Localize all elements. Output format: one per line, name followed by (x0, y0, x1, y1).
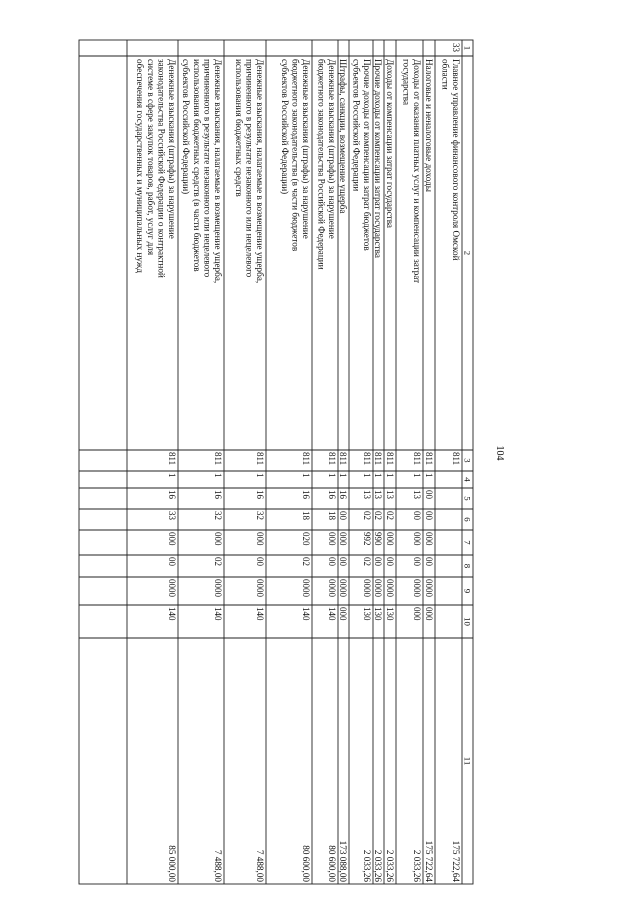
row-amount: 2 033,26 (362, 849, 372, 882)
code-c7: 000 (213, 532, 223, 546)
code-c7: 000 (167, 532, 177, 546)
code-c7: 992 (362, 532, 372, 546)
column-number-7: 7 (462, 540, 473, 545)
code-c5: 13 (412, 490, 422, 499)
code-c4: 1 (167, 473, 177, 478)
column-number-2: 2 (462, 250, 473, 256)
code-c3: 811 (385, 452, 395, 466)
row-name-line: Денежные взыскания (штрафы) за нарушение (327, 59, 337, 239)
code-c8: 00 (424, 557, 434, 566)
row-amount: 2 033,26 (373, 849, 383, 882)
code-c3: 811 (301, 452, 311, 466)
code-c6: 00 (412, 511, 422, 520)
code-c7: 990 (373, 532, 383, 546)
row-amount: 80 600,00 (301, 845, 311, 882)
row-amount: 2 033,26 (385, 849, 395, 882)
code-c5: 16 (213, 490, 223, 499)
row-amount: 175 722,64 (451, 840, 461, 882)
code-c3: 811 (451, 452, 461, 466)
code-c9: 0000 (301, 579, 311, 597)
row-name-line: Штрафы, санкции, возмещение ущерба (338, 59, 348, 214)
code-c3: 811 (412, 452, 422, 466)
code-c7: 000 (424, 532, 434, 546)
code-c10: 000 (338, 607, 348, 621)
revenue-table (79, 40, 473, 884)
code-c8: 00 (412, 557, 422, 566)
code-c8: 02 (213, 557, 223, 566)
code-c10: 130 (385, 607, 395, 621)
code-c9: 0000 (424, 579, 434, 597)
row-name-line: Денежные взыскания (штрафы) за нарушение (301, 59, 311, 239)
row-amount: 7 488,00 (255, 849, 265, 882)
code-c10: 130 (373, 607, 383, 621)
code-c3: 811 (424, 452, 434, 466)
code-c5: 13 (362, 490, 372, 499)
row-name-line: Прочие доходы от компенсации затрат государства (373, 59, 383, 258)
code-c8: 00 (167, 557, 177, 566)
code-c10: 130 (362, 607, 372, 621)
column-number-5: 5 (462, 496, 473, 501)
row-name-line: Денежные взыскания (штрафы) за нарушение (167, 59, 177, 239)
code-c6: 02 (362, 511, 372, 520)
column-number-9: 9 (462, 588, 473, 594)
code-c9: 0000 (385, 579, 395, 597)
code-c5: 16 (255, 490, 265, 499)
code-c3: 811 (373, 452, 383, 466)
code-c6: 18 (327, 511, 337, 520)
code-c7: 020 (301, 532, 311, 546)
code-c6: 00 (338, 511, 348, 520)
row-name-line: Доходы от оказания платных услуг и компенсации затрат (412, 59, 422, 284)
code-c6: 02 (373, 511, 383, 520)
row-amount: 175 722,64 (424, 840, 434, 882)
row-name-line: причиненного в результате незаконного или нецелевого (244, 59, 255, 278)
row-name-line: субъектов Российской Федерации) (279, 59, 290, 195)
row-name-line: Прочие доходы от компенсации затрат бюджетов (362, 59, 372, 251)
row-name-line: Главное управление финансового контроля Омской (451, 59, 461, 261)
row-amount: 80 600,00 (327, 845, 337, 882)
code-c9: 0000 (373, 579, 383, 597)
code-c9: 0000 (338, 579, 348, 597)
row-name-line: Налоговые и неналоговые доходы (424, 59, 434, 192)
row-name-line: субъектов Российской Федерации (351, 59, 362, 192)
page-number: 104 (494, 445, 505, 461)
code-c9: 0000 (255, 579, 265, 597)
code-c9: 0000 (362, 579, 372, 597)
row-name-line: причиненного в результате незаконного или нецелевого (202, 59, 213, 278)
column-number-10: 10 (462, 617, 473, 626)
code-c3: 811 (213, 452, 223, 466)
code-c4: 1 (327, 473, 337, 478)
code-c10: 000 (424, 607, 434, 621)
code-c4: 1 (373, 473, 383, 478)
code-c10: 000 (412, 607, 422, 621)
code-c6: 32 (255, 511, 265, 520)
row-name-line: обеспечения государственных и муниципальных нужд (135, 59, 146, 273)
row-name-line: области (440, 59, 451, 90)
code-c9: 0000 (412, 579, 422, 597)
code-c6: 02 (385, 511, 395, 520)
code-c6: 18 (301, 511, 311, 520)
code-c3: 811 (338, 452, 348, 466)
code-c3: 811 (362, 452, 372, 466)
code-c4: 1 (385, 473, 395, 478)
row-name-line: использования бюджетных средств (в части бюджетов (191, 59, 202, 272)
code-c7: 000 (255, 532, 265, 546)
code-c3: 811 (327, 452, 337, 466)
code-c8: 00 (373, 557, 383, 566)
code-c10: 140 (255, 607, 265, 621)
row-name-line: законодательства Российской Федерации о контрактной (156, 59, 167, 278)
code-c9: 0000 (213, 579, 223, 597)
row-name-line: системе в сфере закупок товаров, работ, услуг для (145, 59, 156, 256)
row-amount: 85 000,00 (167, 845, 177, 882)
code-c9: 0000 (167, 579, 177, 597)
row-name-line: бюджетного законодательства Российской Федерации (316, 59, 327, 270)
code-c4: 1 (362, 473, 372, 478)
column-number-8: 8 (462, 563, 473, 569)
code-c9: 0000 (327, 579, 337, 597)
code-c10: 140 (327, 607, 337, 621)
code-c6: 32 (213, 511, 223, 520)
code-c5: 13 (385, 490, 395, 499)
row-amount: 173 088,00 (338, 840, 348, 882)
code-c10: 140 (301, 607, 311, 621)
row-number: 33 (451, 43, 461, 52)
code-c3: 811 (167, 452, 177, 466)
code-c5: 16 (167, 490, 177, 499)
code-c8: 00 (385, 557, 395, 566)
row-name-line: Денежные взыскания, налагаемые в возмещение ущерба, (255, 59, 265, 284)
code-c5: 16 (338, 490, 348, 499)
column-number-3: 3 (462, 458, 473, 463)
code-c5: 16 (301, 490, 311, 499)
column-number-4: 4 (462, 477, 473, 482)
code-c5: 13 (373, 490, 383, 499)
row-name-line: субъектов Российской Федерации) (181, 59, 192, 195)
code-c3: 811 (255, 452, 265, 466)
code-c8: 00 (327, 557, 337, 566)
code-c10: 140 (213, 607, 223, 621)
code-c7: 000 (327, 532, 337, 546)
code-c5: 00 (424, 490, 434, 499)
code-c7: 000 (412, 532, 422, 546)
row-amount: 2 033,26 (412, 849, 422, 882)
column-number-11: 11 (462, 756, 473, 766)
code-c10: 140 (167, 607, 177, 621)
code-c8: 00 (255, 557, 265, 566)
row-amount: 7 488,00 (213, 849, 223, 882)
code-c4: 1 (213, 473, 223, 478)
row-name-line: Доходы от компенсации затрат государства (385, 59, 395, 228)
code-c5: 16 (327, 490, 337, 499)
code-c6: 00 (424, 511, 434, 520)
row-name-line: использования бюджетных средств (233, 59, 244, 197)
code-c8: 00 (338, 557, 348, 566)
code-c8: 02 (362, 557, 372, 566)
row-name-line: бюджетного законодательства (в части бюджетов (290, 59, 301, 252)
code-c7: 000 (385, 532, 395, 546)
code-c4: 1 (424, 473, 434, 478)
code-c6: 33 (167, 511, 177, 520)
row-name-line: государства (401, 59, 412, 106)
code-c4: 1 (412, 473, 422, 478)
code-c4: 1 (338, 473, 348, 478)
row-name-line: Денежные взыскания, налагаемые в возмещение ущерба, (213, 59, 223, 284)
column-number-6: 6 (462, 517, 473, 522)
code-c4: 1 (301, 473, 311, 478)
code-c4: 1 (255, 473, 265, 478)
code-c8: 02 (301, 557, 311, 566)
code-c7: 000 (338, 532, 348, 546)
column-number-1: 1 (462, 45, 473, 51)
